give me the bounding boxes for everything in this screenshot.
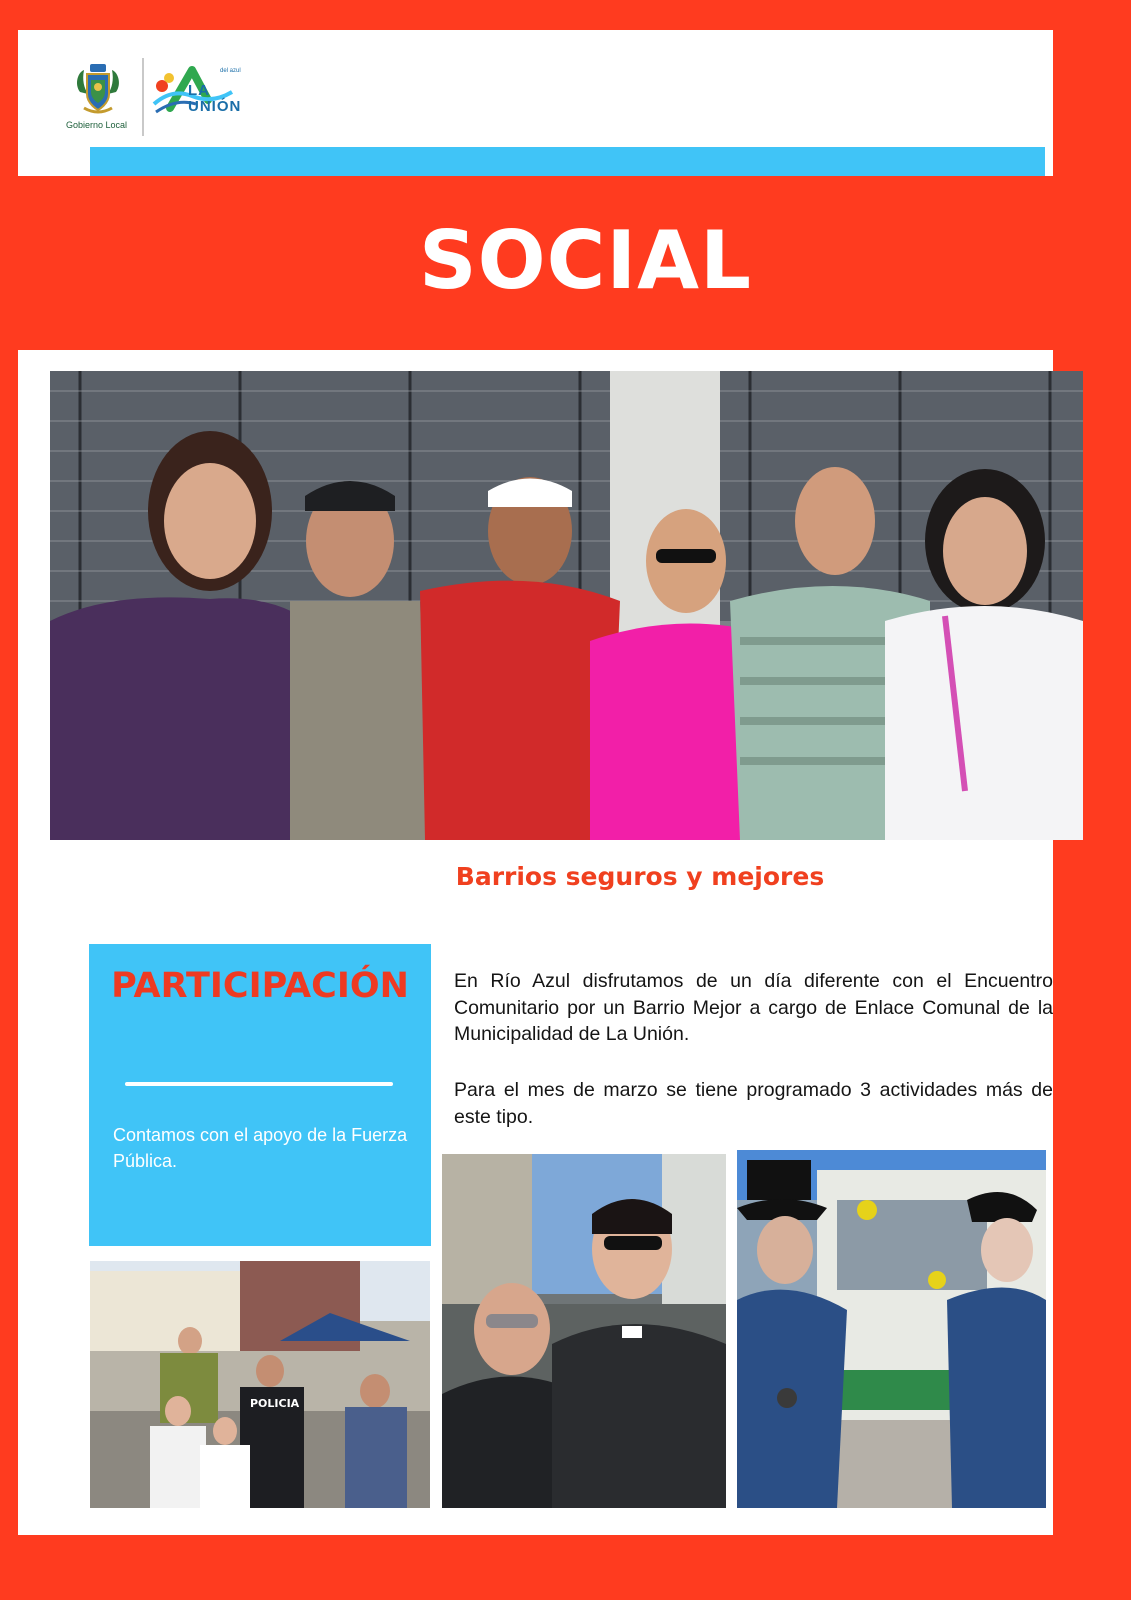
- logo-divider: [142, 58, 144, 136]
- body-paragraph-1: En Río Azul disfrutamos de un día diferente con el Encuentro Comunitario por un Barrio Mejor a cargo de Enlace Comunal de la Municipalidad de La Unión.: [454, 970, 1053, 1045]
- brand-small-text: del azul: [220, 68, 241, 74]
- participacion-heading: PARTICIPACIÓN: [111, 966, 409, 1006]
- group-photo: [50, 371, 1083, 840]
- logo-group: [62, 54, 252, 138]
- participacion-text: Contamos con el apoyo de la Fuerza Pública.: [113, 1125, 408, 1171]
- police-vest-text: POLICIA: [250, 1397, 300, 1410]
- section-subtitle: Barrios seguros y mejores: [455, 862, 825, 891]
- officials-photo: [442, 1154, 726, 1508]
- brand-union-text: UNIÓN: [188, 98, 242, 115]
- crest-label: Gobierno Local: [66, 120, 128, 130]
- header-accent-bar: [90, 147, 1045, 176]
- clowns-photo: [737, 1150, 1046, 1508]
- body-paragraph-2: Para el mes de marzo se tiene programado 3 actividades más de este tipo.: [454, 1079, 1053, 1128]
- municipal-crest-icon: [74, 62, 122, 118]
- participacion-box: [89, 944, 431, 1246]
- police-community-photo: [90, 1261, 430, 1508]
- brand-la-text: LA: [188, 82, 210, 99]
- page-title: SOCIAL: [419, 214, 752, 307]
- heading-divider: [125, 1082, 393, 1086]
